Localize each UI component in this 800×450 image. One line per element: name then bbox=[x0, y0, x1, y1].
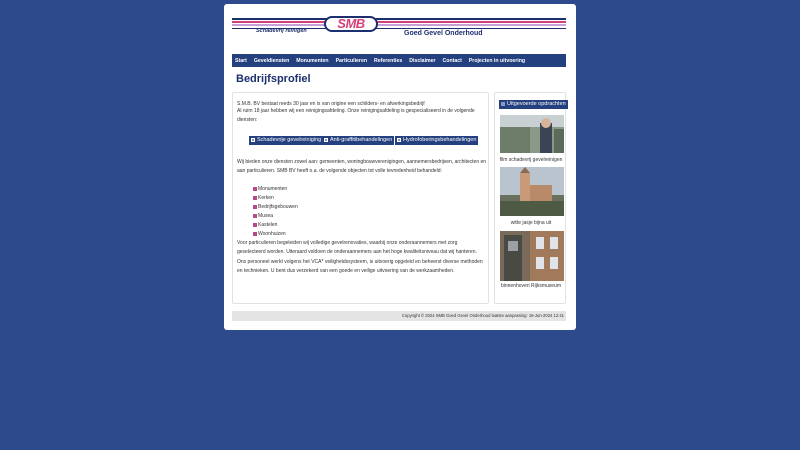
bullet-icon bbox=[501, 102, 505, 106]
company-name: Goed Gevel Onderhoud bbox=[404, 30, 483, 37]
site-logo[interactable]: SMB bbox=[324, 16, 378, 32]
nav-contact[interactable]: Contact bbox=[442, 57, 462, 64]
body-text: en technieken. U bent dus verzekerd van een goede en veilige uitvoering van de werkzaamheden. bbox=[237, 268, 455, 274]
service-label: Anti-graffitibehandelingen bbox=[330, 137, 393, 143]
main-nav bbox=[232, 54, 566, 67]
project-caption[interactable]: binnenhoven Rijksmuseum bbox=[500, 283, 562, 289]
service-link-gevelreiniging[interactable] bbox=[249, 136, 323, 145]
service-link-hydrofobering[interactable] bbox=[395, 136, 478, 145]
intro-text: S.M.B. BV bestaat reeds 30 jaar en is van origine een schilders- en afwerkingsbedrijf bbox=[237, 101, 425, 107]
project-thumbnail-church[interactable] bbox=[500, 167, 564, 216]
bullet-icon bbox=[253, 205, 257, 209]
project-thumbnail-film[interactable] bbox=[500, 115, 564, 153]
page-container bbox=[224, 4, 576, 330]
intro-text: diensten: bbox=[237, 117, 258, 123]
nav-monumenten[interactable]: Monumenten bbox=[296, 57, 329, 64]
body-text: Wij bieden onze diensten zowel aan: gemeenten, woningbouwverenigingen, aannemersbedrijven, architecten en bbox=[237, 159, 487, 165]
list-item: Bedrijfsgebouwen bbox=[253, 204, 298, 210]
header-stripe bbox=[232, 24, 566, 26]
sidebar bbox=[494, 92, 566, 304]
bullet-icon bbox=[253, 214, 257, 218]
nav-disclaimer[interactable]: Disclaimer bbox=[409, 57, 436, 64]
list-item: Monumenten bbox=[253, 186, 287, 192]
intro-text: Al ruim 18 jaar hebben wij een reinigingsafdeling. Onze reinigingsafdeling is gespecialiseerd in de volgende bbox=[237, 108, 475, 114]
nav-particulieren[interactable]: Particulieren bbox=[335, 57, 368, 64]
body-text: aan particulieren. SMB BV heeft o.a. de volgende objecten tot volle tevredenheid behandeld: bbox=[237, 168, 442, 174]
body-text: Voor particulieren begeleiden wij volledige gevelrenovaties, waarbij onze onderaannemers met zorg bbox=[237, 240, 458, 246]
list-item: Kerken bbox=[253, 195, 274, 201]
nav-start[interactable]: Start bbox=[235, 57, 247, 64]
service-label: Hydrofoberingsbehandelingen bbox=[403, 137, 477, 143]
header-stripe bbox=[232, 21, 566, 23]
tagline: Schadevrij reinigen bbox=[256, 28, 307, 34]
site-header bbox=[232, 14, 566, 40]
page-title: Bedrijfsprofiel bbox=[236, 73, 311, 85]
project-caption[interactable]: witte jasje bijna uit bbox=[510, 220, 552, 226]
bullet-icon bbox=[397, 138, 401, 142]
site-footer: Copyright © 2024 SMB Goed Gevel Onderhoud laatste aanpassing: 16-Jun-2024 12:41 bbox=[232, 311, 566, 321]
service-label: Schadevrije gevelreiniging bbox=[257, 137, 322, 143]
header-stripe bbox=[232, 18, 566, 20]
project-thumbnail-museum[interactable] bbox=[500, 231, 564, 281]
sidebar-heading: Uitgevoerde opdrachten bbox=[499, 100, 568, 109]
bullet-icon bbox=[253, 187, 257, 191]
bullet-icon bbox=[253, 223, 257, 227]
nav-projecten[interactable]: Projecten in uitvoering bbox=[468, 57, 526, 64]
bullet-icon bbox=[253, 232, 257, 236]
project-caption[interactable]: film schadevrij gevelreinigen bbox=[499, 157, 563, 163]
body-text: geselecteerd worden. Uiteraard voldoen de onderaannemers aan het hoge kwaliteitsniveau dat wij hanteren. bbox=[237, 249, 477, 255]
list-item: Kastelen bbox=[253, 222, 277, 228]
nav-geveldiensten[interactable]: Geveldiensten bbox=[253, 57, 290, 64]
body-text: Ons personeel werkt volgens het VCA* veiligheidssysteem, is uitvoerig opgeleid en beheerst diverse methoden bbox=[237, 259, 483, 265]
bullet-icon bbox=[324, 138, 328, 142]
list-item: Musea bbox=[253, 213, 273, 219]
service-link-anti-graffiti[interactable] bbox=[322, 136, 394, 145]
main-content bbox=[232, 92, 489, 304]
bullet-icon bbox=[251, 138, 255, 142]
list-item: Woonhuizen bbox=[253, 231, 286, 237]
bullet-icon bbox=[253, 196, 257, 200]
nav-referenties[interactable]: Referenties bbox=[374, 57, 403, 64]
